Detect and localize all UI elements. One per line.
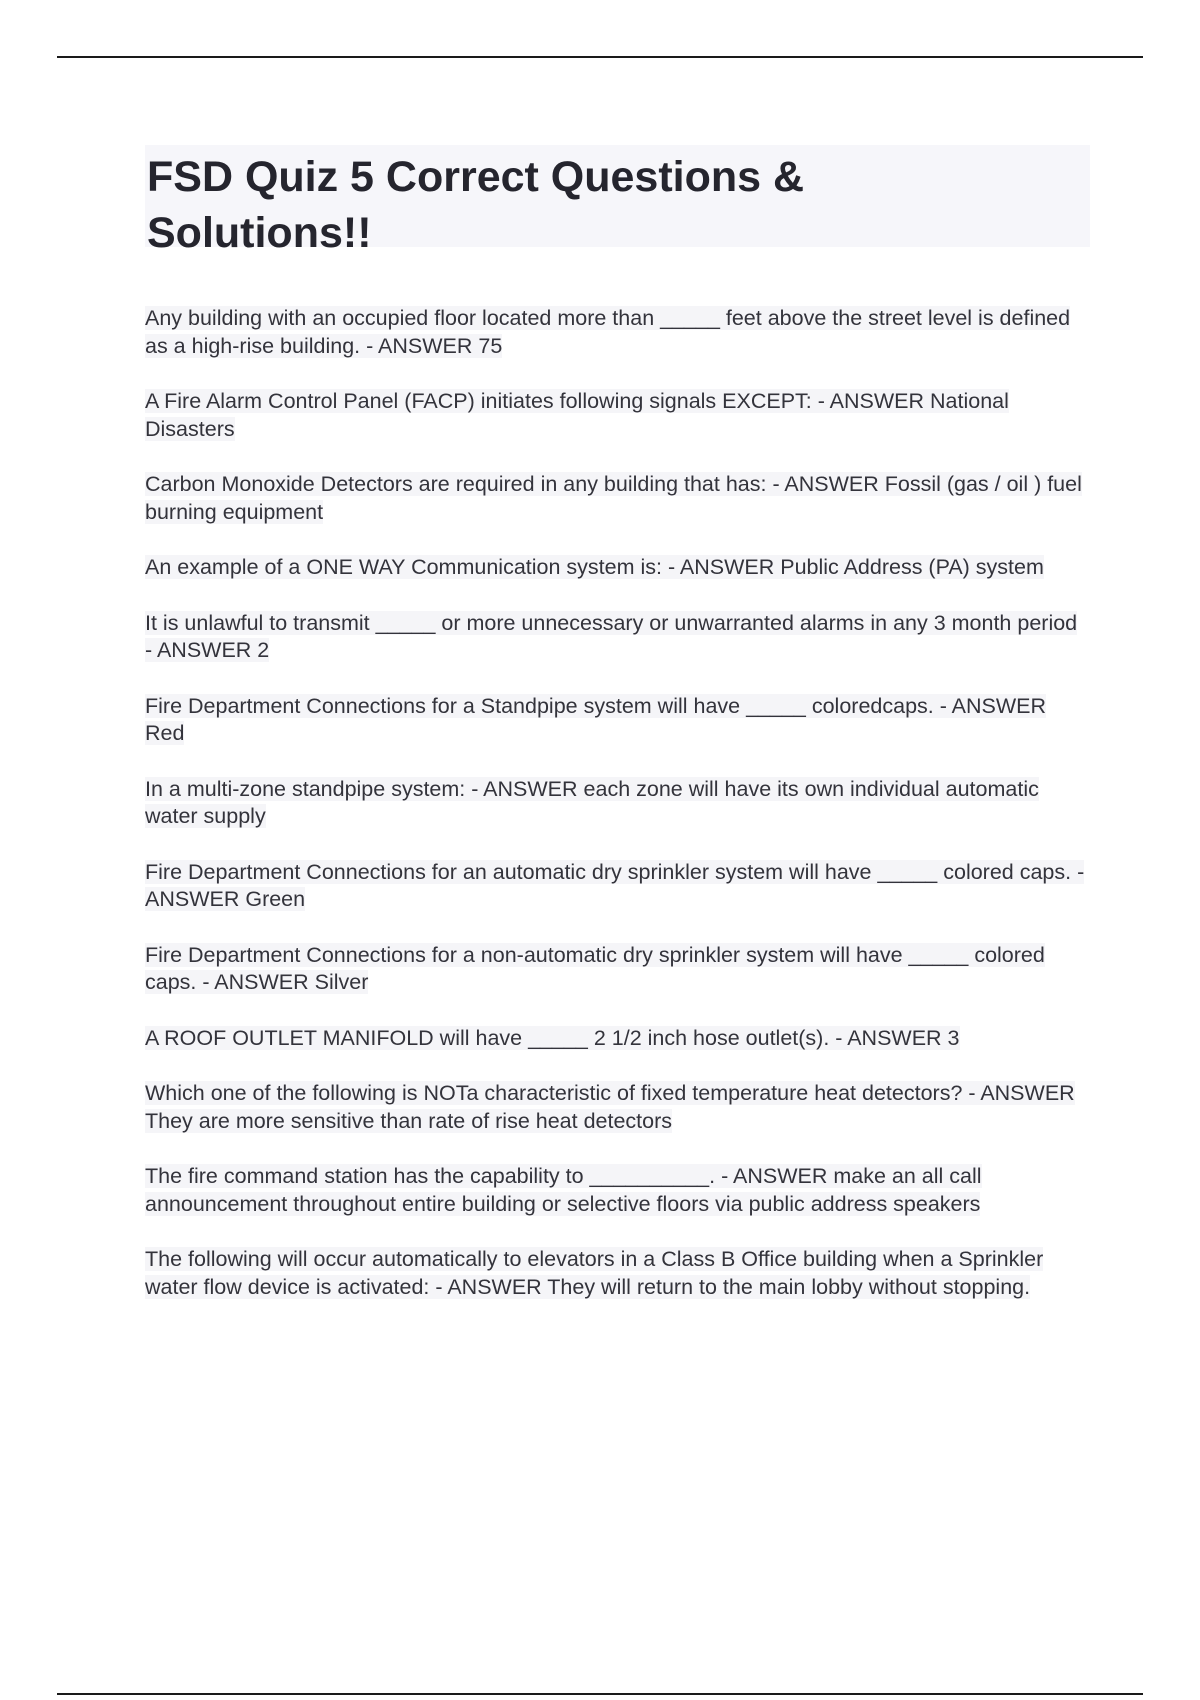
qa-item <box>145 942 1090 997</box>
qa-item <box>145 1246 1090 1301</box>
qa-text: Fire Department Connections for an automatic dry sprinkler system will have _____ colored caps. - ANSWER Green <box>145 859 1085 911</box>
qa-item <box>145 776 1090 831</box>
qa-text: The following will occur automatically to elevators in a Class B Office building when a Sprinkler water flow device is activated: - ANSWER They will return to the main lobby without stopping. <box>145 1247 1044 1299</box>
page-title-line-1: FSD Quiz 5 Correct Questions & <box>147 153 805 201</box>
qa-item <box>145 1080 1090 1135</box>
qa-text: Carbon Monoxide Detectors are required in any building that has: - ANSWER Fossil (gas / oil ) fuel burning equipment <box>145 472 1082 524</box>
qa-item <box>145 610 1090 665</box>
qa-text: In a multi-zone standpipe system: - ANSWER each zone will have its own individual automatic water supply <box>145 776 1039 828</box>
qa-text: An example of a ONE WAY Communication system is: - ANSWER Public Address (PA) system <box>145 555 1044 579</box>
qa-text: A Fire Alarm Control Panel (FACP) initiates following signals EXCEPT: - ANSWER National Disasters <box>145 389 1009 441</box>
qa-item <box>145 1163 1090 1218</box>
footer-rule <box>57 1693 1143 1695</box>
qa-item <box>145 388 1090 443</box>
qa-text: Which one of the following is NOTa characteristic of fixed temperature heat detectors? - ANSWER They are more sensitive than rate of rise heat detectors <box>145 1081 1075 1133</box>
qa-text: Any building with an occupied floor located more than _____ feet above the street level is defined as a high-rise building. - ANSWER 75 <box>145 306 1071 358</box>
document-body <box>145 145 1090 1329</box>
question-answer-list <box>145 305 1090 1301</box>
qa-text: It is unlawful to transmit _____ or more unnecessary or unwarranted alarms in any 3 month period - ANSWER 2 <box>145 610 1078 662</box>
qa-item <box>145 554 1090 582</box>
qa-item <box>145 859 1090 914</box>
header-rule <box>57 56 1143 58</box>
qa-item <box>145 471 1090 526</box>
page-title-line-2: Solutions!! <box>147 209 372 257</box>
qa-text: Fire Department Connections for a Standpipe system will have _____ coloredcaps. - ANSWER Red <box>145 693 1047 745</box>
qa-text: The fire command station has the capability to __________. - ANSWER make an all call announcement throughout entire building or selective floors via public address speakers <box>145 1164 982 1216</box>
page-title <box>147 149 1084 261</box>
qa-item <box>145 305 1090 360</box>
qa-text: A ROOF OUTLET MANIFOLD will have _____ 2 1/2 inch hose outlet(s). - ANSWER 3 <box>145 1025 960 1050</box>
title-block <box>145 145 1090 257</box>
qa-item <box>145 693 1090 748</box>
qa-text: Fire Department Connections for a non-automatic dry sprinkler system will have _____ colored caps. - ANSWER Silver <box>145 942 1045 994</box>
qa-item <box>145 1025 1090 1053</box>
